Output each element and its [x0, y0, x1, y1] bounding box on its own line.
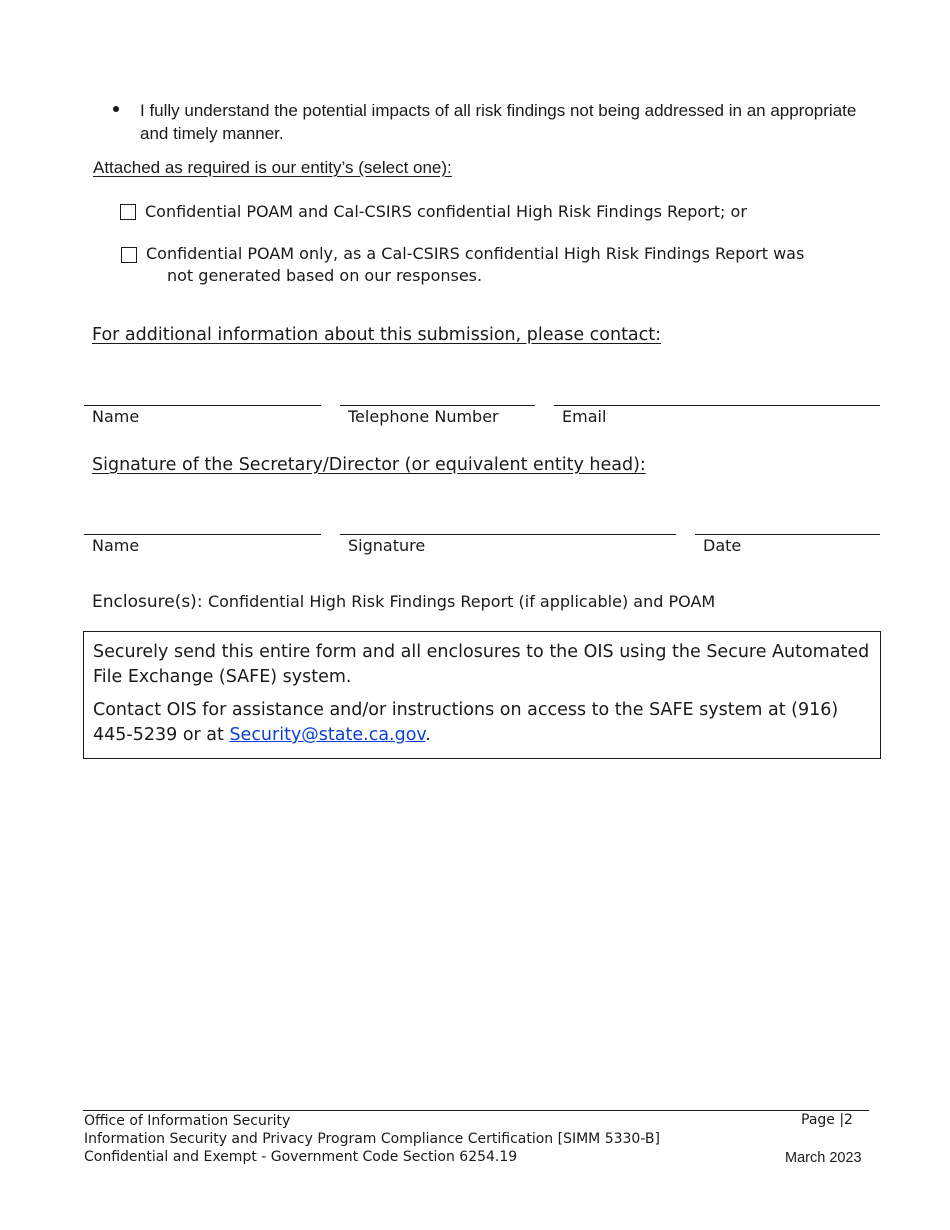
footer-info [84, 1112, 660, 1166]
footer-document-title: Information Security and Privacy Program Compliance Certification [SIMM 5330-B] [84, 1131, 660, 1147]
signer-name-label: Name [92, 536, 140, 555]
notice-paragraph-2-end: . [425, 725, 431, 745]
notice-paragraph-2 [93, 698, 870, 748]
signature-field[interactable] [340, 534, 676, 535]
notice-paragraph-1: Securely send this entire form and all enclosures to the OIS using the Secure Automated File Exchange (SAFE) system. [93, 642, 870, 687]
footer-date: March 2023 [785, 1150, 862, 1166]
contact-email-label: Email [562, 407, 607, 426]
footer-page-number: Page |2 [801, 1112, 853, 1128]
contact-heading: For additional information about this submission, please contact: [92, 325, 662, 345]
contact-phone-field[interactable] [340, 405, 535, 406]
contact-name-label: Name [92, 407, 140, 426]
footer-office: Office of Information Security [84, 1113, 291, 1129]
option-poam-only-label-line2: not generated based on our responses. [167, 266, 483, 285]
footer-confidentiality: Confidential and Exempt - Government Code Section 6254.19 [84, 1149, 518, 1165]
contact-phone-label: Telephone Number [348, 407, 499, 426]
signature-date-label: Date [703, 536, 742, 555]
bullet-point-icon [113, 106, 119, 112]
footer-divider [83, 1110, 869, 1111]
signature-date-field[interactable] [695, 534, 880, 535]
enclosure-value: Confidential High Risk Findings Report (if applicable) and POAM [207, 592, 716, 611]
acknowledgement-statement: I fully understand the potential impacts of all risk findings not being addressed in an appropriate and timely manner. [140, 101, 857, 143]
attachment-prompt: Attached as required is our entity’s (select one): [93, 158, 452, 177]
submission-notice-box [83, 631, 881, 759]
signer-name-field[interactable] [84, 534, 321, 535]
contact-name-field[interactable] [84, 405, 321, 406]
security-email-link[interactable]: Security@state.ca.gov [229, 725, 426, 745]
option-poam-only-label-line1: Confidential POAM only, as a Cal-CSIRS confidential High Risk Findings Report was [146, 244, 805, 263]
contact-email-field[interactable] [554, 405, 880, 406]
notice-paragraph-2-text: Contact OIS for assistance and/or instructions on access to the SAFE system at (916) 445-5239 or at [93, 700, 839, 745]
enclosure-label: Enclosure(s): [92, 592, 203, 612]
enclosure-line [92, 592, 715, 612]
option-poam-and-report-checkbox[interactable] [120, 204, 136, 220]
signature-label: Signature [348, 536, 426, 555]
option-poam-only-checkbox[interactable] [121, 247, 137, 263]
signature-heading: Signature of the Secretary/Director (or equivalent entity head): [92, 455, 646, 475]
option-poam-and-report-label: Confidential POAM and Cal-CSIRS confidential High Risk Findings Report; or [145, 202, 747, 221]
